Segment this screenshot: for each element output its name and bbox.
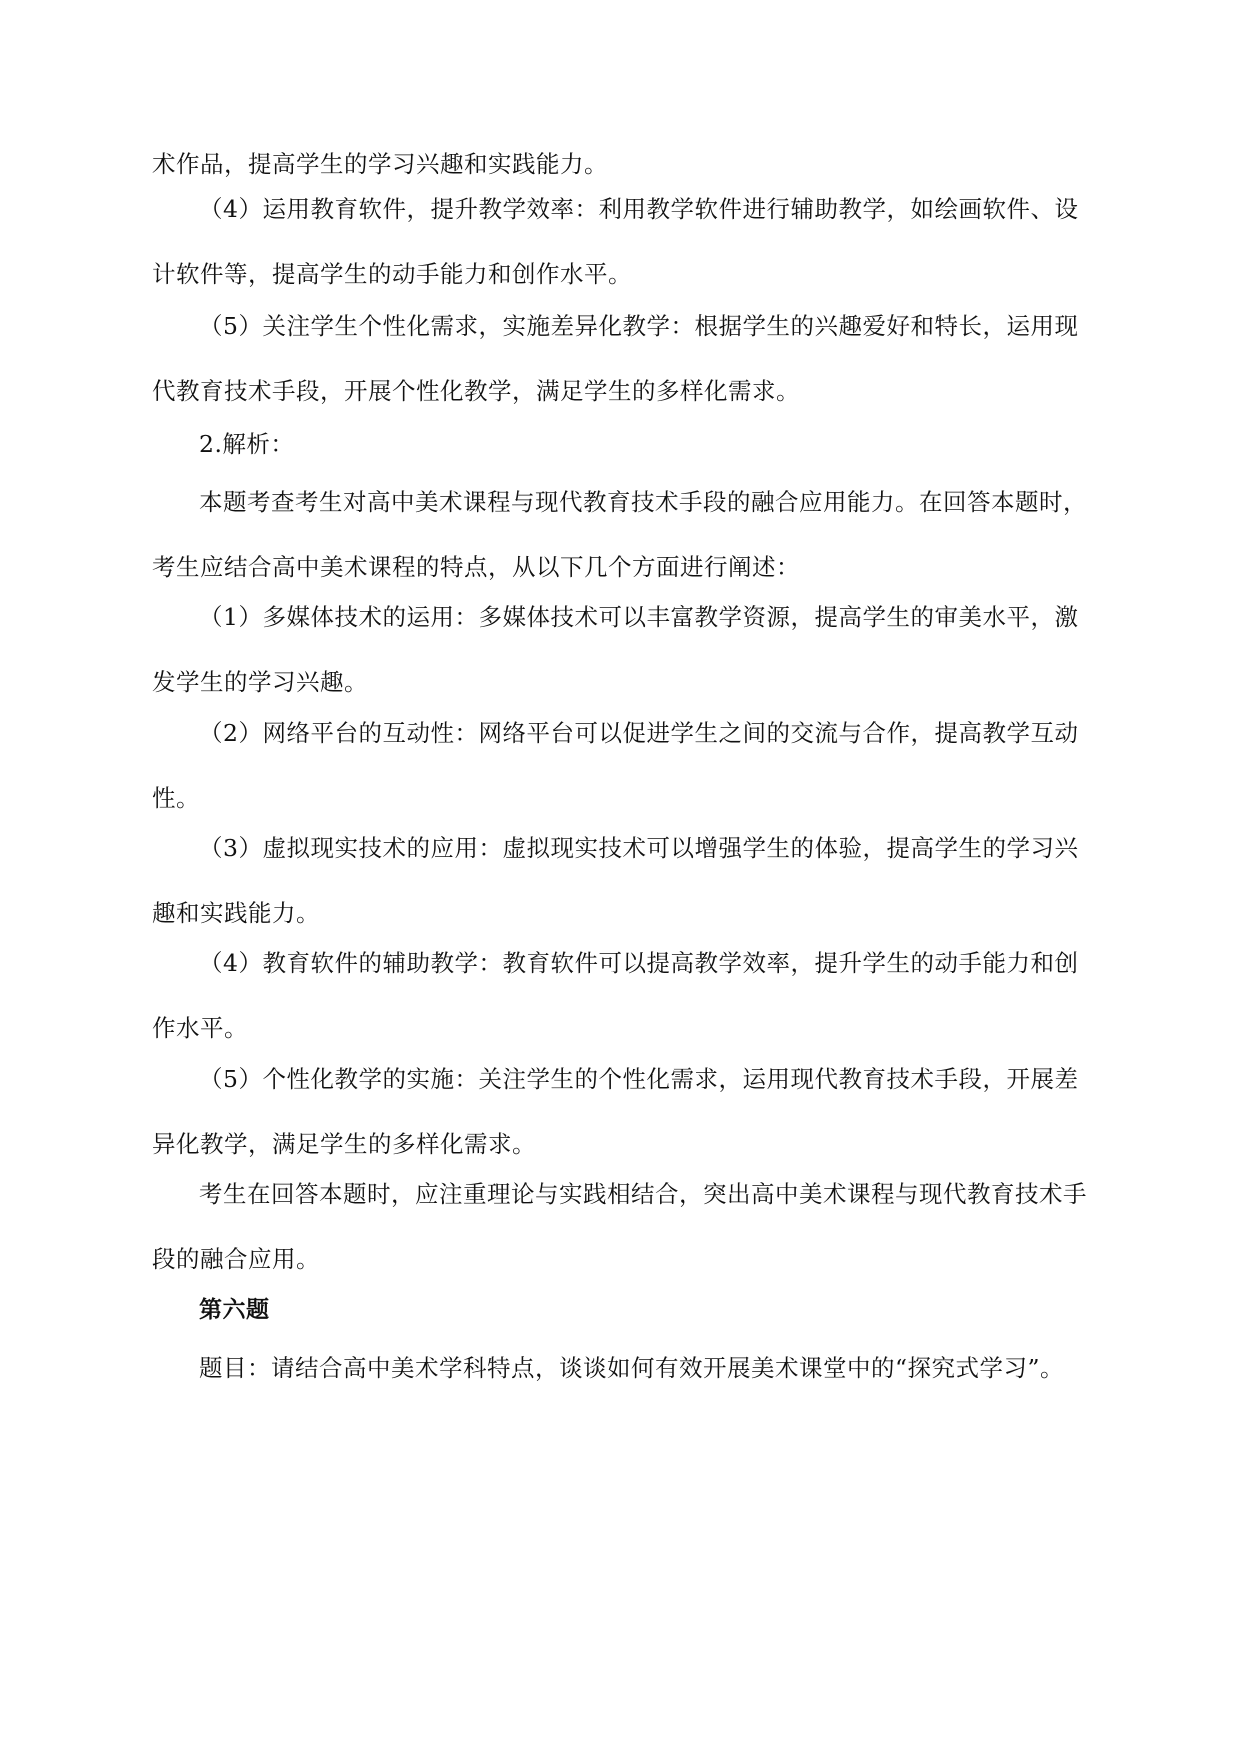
section-heading: 第六题 bbox=[199, 1297, 270, 1323]
paragraph-analysis-2: （2）网络平台的互动性：网络平台可以促进学生之间的交流与合作，提高教学互动性。 bbox=[152, 719, 1079, 812]
paragraph-analysis-label: 2.解析： bbox=[199, 430, 295, 458]
paragraph-item-5-personalized: （5）关注学生个性化需求，实施差异化教学：根据学生的兴趣爱好和特长，运用现代教育技术手段，开展个性化教学，满足学生的多样化需求。 bbox=[152, 312, 1079, 405]
paragraph-analysis-3: （3）虚拟现实技术的应用：虚拟现实技术可以增强学生的体验，提高学生的学习兴趣和实践能力。 bbox=[152, 834, 1079, 927]
paragraph-analysis-intro: 本题考查考生对高中美术课程与现代教育技术手段的融合应用能力。在回答本题时，考生应结合高中美术课程的特点，从以下几个方面进行阐述： bbox=[152, 488, 1087, 581]
question-text: 题目：请结合高中美术学科特点，谈谈如何有效开展美术课堂中的“探究式学习”。 bbox=[199, 1354, 1065, 1382]
paragraph-analysis-4: （4）教育软件的辅助教学：教育软件可以提高教学效率，提升学生的动手能力和创作水平。 bbox=[152, 949, 1079, 1042]
paragraph-item-4-software: （4）运用教育软件，提升教学效率：利用教学软件进行辅助教学，如绘画软件、设计软件等，提高学生的动手能力和创作水平。 bbox=[152, 195, 1079, 288]
paragraph-continuation: 术作品，提高学生的学习兴趣和实践能力。 bbox=[152, 150, 608, 178]
paragraph-analysis-5: （5）个性化教学的实施：关注学生的个性化需求，运用现代教育技术手段，开展差异化教学，满足学生的多样化需求。 bbox=[152, 1065, 1079, 1158]
paragraph-conclusion: 考生在回答本题时，应注重理论与实践相结合，突出高中美术课程与现代教育技术手段的融合应用。 bbox=[152, 1180, 1087, 1273]
paragraph-analysis-1: （1）多媒体技术的运用：多媒体技术可以丰富教学资源，提高学生的审美水平，激发学生的学习兴趣。 bbox=[152, 603, 1079, 696]
